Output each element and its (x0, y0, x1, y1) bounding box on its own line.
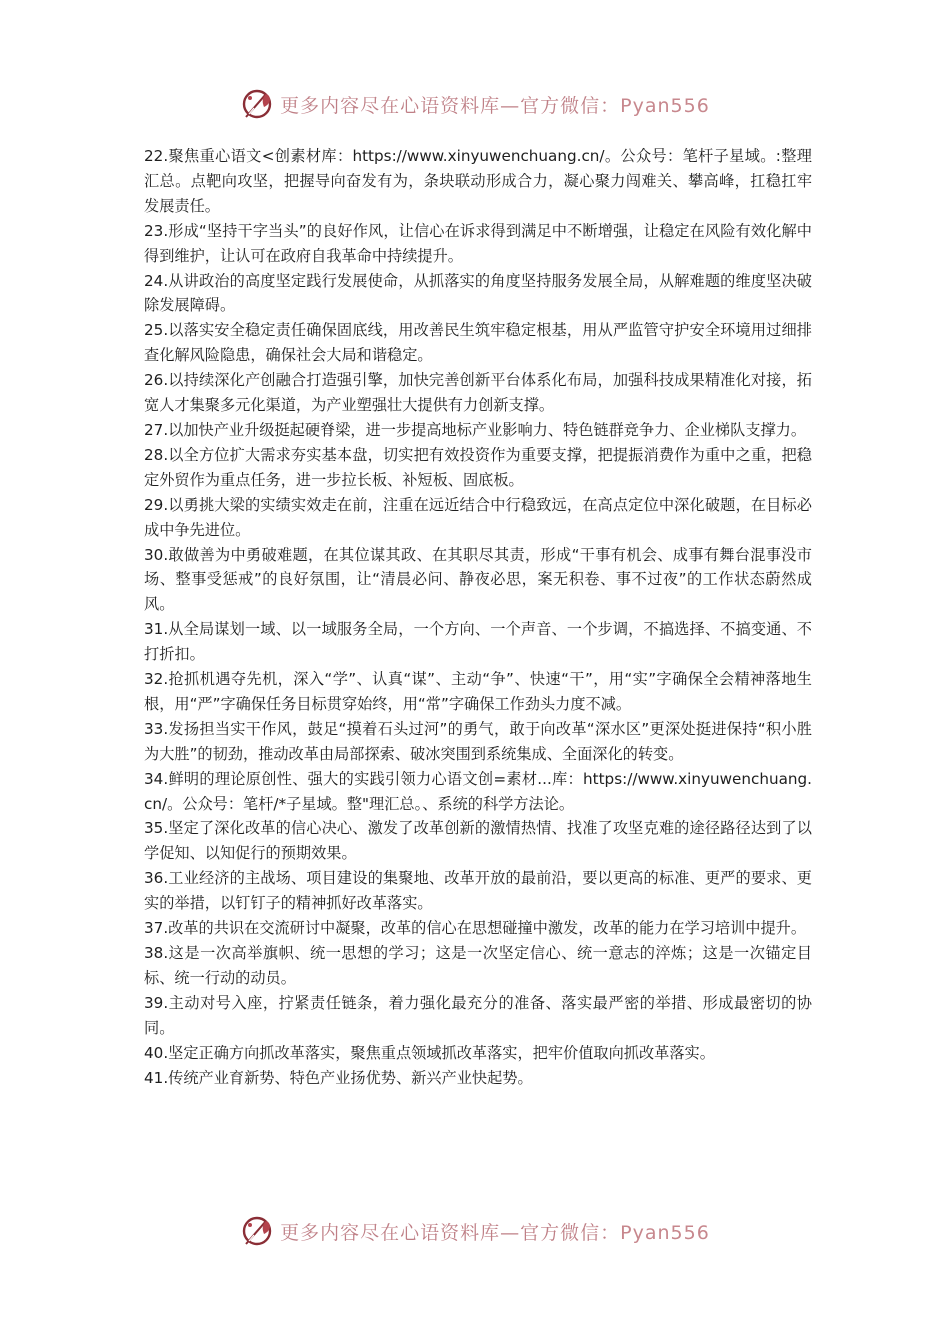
paragraph-27: 27.以加快产业升级挺起硬脊梁，进一步提高地标产业影响力、特色链群竞争力、企业梯队支撑力。 (144, 420, 807, 439)
paragraph-23: 23.形成“坚持干字当头”的良好作风，让信心在诉求得到满足中不断增强，让稳定在风险有效化解中得到维护，让认可在政府自我革命中持续提升。 (144, 221, 812, 265)
footer-banner-text: 更多内容尽在心语资料库—官方微信：Pyan556 (280, 1221, 710, 1244)
paragraph-25: 25.以落实安全稳定责任确保固底线，用改善民生筑牢稳定根基，用从严监管守护安全环境用过细排查化解风险隐患，确保社会大局和谐稳定。 (144, 321, 812, 365)
feather-logo-icon (240, 86, 276, 122)
paragraph-29: 29.以勇挑大梁的实绩实效走在前，注重在远近结合中行稳致远，在高点定位中深化破题，在目标必成中争先进位。 (144, 495, 812, 539)
header-banner (0, 84, 950, 124)
feather-logo-icon (240, 1213, 276, 1249)
paragraph-30: 30.敢做善为中勇破难题，在其位谋其政、在其职尽其责，形成“干事有机会、成事有舞台混事没市场、整事受惩戒”的良好氛围，让“清晨必问、静夜必思，案无积卷、事不过夜”的工作状态蔚然成风。 (144, 545, 812, 614)
document-body (144, 144, 812, 1090)
paragraph-34: 34.鲜明的理论原创性、强大的实践引领力心语文创=素材...库：https://www.xinyuwenchuang.cn/。公众号：笔杆/*子星域。整"理汇总。、系统的科学方法论。 (144, 769, 812, 813)
paragraph-39: 39.主动对号入座，拧紧责任链条，着力强化最充分的准备、落实最严密的举措、形成最密切的协同。 (144, 993, 812, 1037)
paragraph-38: 38.这是一次高举旗帜、统一思想的学习；这是一次坚定信心、统一意志的淬炼；这是一次锚定目标、统一行动的动员。 (144, 944, 812, 987)
paragraph-32: 32.抢抓机遇夺先机，深入“学”、认真“谋”、主动“争”、快速“干”，用“实”字确保全会精神落地生根，用“严”字确保任务目标贯穿始终，用“常”字确保工作劲头力度不减。 (144, 670, 812, 713)
header-banner-text: 更多内容尽在心语资料库—官方微信：Pyan556 (280, 94, 710, 117)
paragraph-41: 41.传统产业育新势、特色产业扬优势、新兴产业快起势。 (144, 1068, 533, 1087)
paragraph-22: 22.聚焦重心语文<创素材库：https://www.xinyuwenchuang.cn/。公众号：笔杆子星域。:整理汇总。点靶向攻坚，把握导向奋发有为，条块联动形成合力，凝心聚力闯难关、攀高峰，扛稳扛牢发展责任。 (144, 147, 812, 215)
paragraph-33: 33.发扬担当实干作风，鼓足“摸着石头过河”的勇气，敢于向改革“深水区”更深处挺进保持“积小胜为大胜”的韧劲，推动改革由局部探索、破冰突围到系统集成、全面深化的转变。 (144, 719, 812, 763)
header-wechat-id: Pyan556 (620, 94, 710, 117)
paragraph-26: 26.以持续深化产创融合打造强引擎，加快完善创新平台体系化布局，加强科技成果精准化对接，拓宽人才集聚多元化渠道，为产业塑强壮大提供有力创新支撑。 (144, 371, 812, 415)
paragraph-37: 37.改革的共识在交流研讨中凝聚，改革的信心在思想碰撞中激发，改革的能力在学习培训中提升。 (144, 919, 807, 938)
paragraph-35: 35.坚定了深化改革的信心决心、激发了改革创新的激情热情、找准了攻坚克难的途径路径达到了以学促知、以知促行的预期效果。 (144, 819, 812, 863)
paragraph-31: 31.从全局谋划一域、以一域服务全局，一个方向、一个声音、一个步调，不搞选择、不搞变通、不打折扣。 (144, 620, 812, 664)
footer-wechat-id: Pyan556 (620, 1221, 710, 1244)
paragraph-40: 40.坚定正确方向抓改革落实，聚焦重点领域抓改革落实，把牢价值取向抓改革落实。 (144, 1043, 715, 1062)
paragraph-28: 28.以全方位扩大需求夯实基本盘，切实把有效投资作为重要支撑，把提振消费作为重中之重，把稳定外贸作为重点任务，进一步拉长板、补短板、固底板。 (144, 445, 812, 489)
footer-banner (0, 1211, 950, 1251)
paragraph-24: 24.从讲政治的高度坚定践行发展使命，从抓落实的角度坚持服务发展全局，从解难题的维度坚决破除发展障碍。 (144, 271, 812, 315)
paragraph-36: 36.工业经济的主战场、项目建设的集聚地、改革开放的最前沿，要以更高的标准、更严的要求、更实的举措，以钉钉子的精神抓好改革落实。 (144, 869, 812, 913)
